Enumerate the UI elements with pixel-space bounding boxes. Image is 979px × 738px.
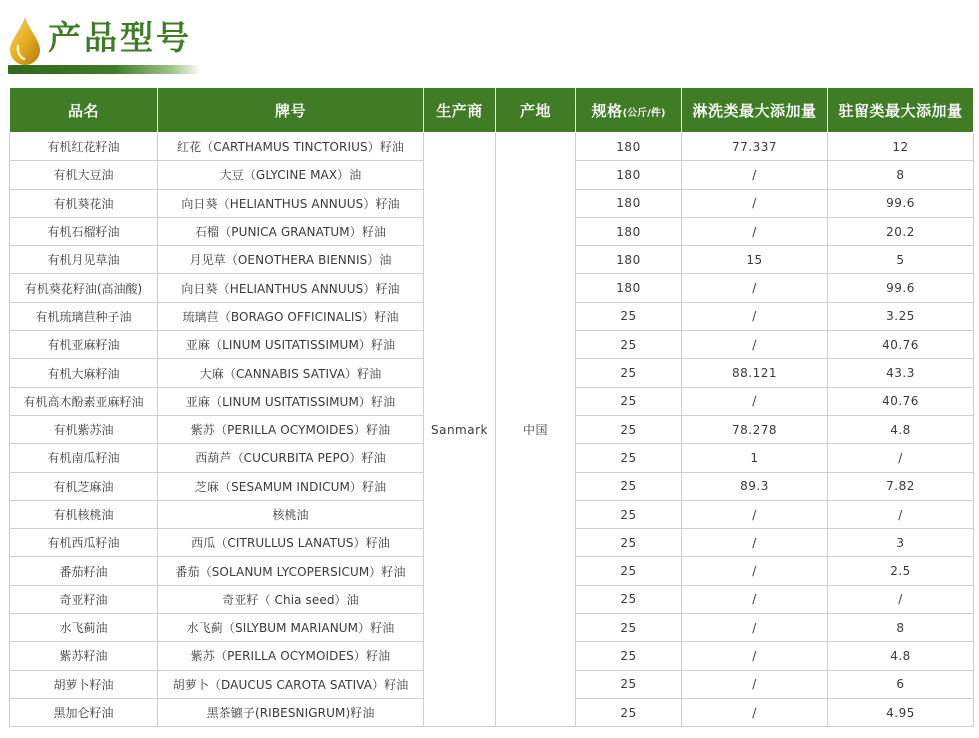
page-title: 产品型号 [48,18,192,57]
cell-rinse-max: 78.278 [682,415,828,443]
cell-leave-on-max: 8 [828,161,974,189]
cell-product-name: 有机石榴籽油 [10,217,158,245]
cell-brand: 西瓜（CITRULLUS LANATUS）籽油 [158,529,424,557]
cell-brand: 亚麻（LINUM USITATISSIMUM）籽油 [158,387,424,415]
cell-brand: 向日葵（HELIANTHUS ANNUUS）籽油 [158,189,424,217]
cell-spec: 25 [576,557,682,585]
cell-product-name: 有机亚麻籽油 [10,331,158,359]
cell-maker: Sanmark [424,133,496,727]
cell-leave-on-max: / [828,500,974,528]
cell-spec: 25 [576,472,682,500]
cell-leave-on-max: 4.8 [828,415,974,443]
cell-leave-on-max: 43.3 [828,359,974,387]
cell-brand: 石榴（PUNICA GRANATUM）籽油 [158,217,424,245]
cell-rinse-max: / [682,217,828,245]
cell-product-name: 有机高木酚素亚麻籽油 [10,387,158,415]
cell-brand: 番茄（SOLANUM LYCOPERSICUM）籽油 [158,557,424,585]
cell-product-name: 有机葵花油 [10,189,158,217]
header-spec-label: 规格 [591,101,623,120]
cell-spec: 25 [576,585,682,613]
cell-leave-on-max: 40.76 [828,331,974,359]
cell-rinse-max: / [682,189,828,217]
cell-product-name: 有机大豆油 [10,161,158,189]
cell-product-name: 有机葵花籽油(高油酸) [10,274,158,302]
cell-leave-on-max: 2.5 [828,557,974,585]
cell-rinse-max: 88.121 [682,359,828,387]
cell-brand: 琉璃苣（BORAGO OFFICINALIS）籽油 [158,302,424,330]
cell-spec: 25 [576,387,682,415]
cell-product-name: 胡萝卜籽油 [10,670,158,698]
cell-rinse-max: / [682,642,828,670]
cell-rinse-max: / [682,500,828,528]
cell-leave-on-max: 99.6 [828,274,974,302]
oil-drop-icon [8,16,42,66]
cell-leave-on-max: / [828,444,974,472]
header-leave-on-max: 驻留类最大添加量 [828,88,974,133]
cell-spec: 25 [576,642,682,670]
cell-rinse-max: / [682,302,828,330]
cell-rinse-max: / [682,670,828,698]
header-maker: 生产商 [424,88,496,133]
cell-product-name: 有机核桃油 [10,500,158,528]
cell-leave-on-max: 5 [828,246,974,274]
cell-rinse-max: / [682,387,828,415]
cell-rinse-max: / [682,585,828,613]
cell-rinse-max: / [682,529,828,557]
cell-spec: 25 [576,331,682,359]
cell-product-name: 有机琉璃苣种子油 [10,302,158,330]
cell-rinse-max: / [682,161,828,189]
cell-brand: 向日葵（HELIANTHUS ANNUUS）籽油 [158,274,424,302]
cell-spec: 25 [576,444,682,472]
cell-brand: 奇亚籽（ Chia seed）油 [158,585,424,613]
cell-brand: 大麻（CANNABIS SATIVA）籽油 [158,359,424,387]
cell-spec: 180 [576,161,682,189]
header-spec [576,88,682,133]
cell-product-name: 紫苏籽油 [10,642,158,670]
cell-rinse-max: / [682,557,828,585]
cell-product-name: 黑加仑籽油 [10,698,158,726]
cell-brand: 水飞蓟（SILYBUM MARIANUM）籽油 [158,614,424,642]
product-table [9,87,974,727]
cell-product-name: 有机西瓜籽油 [10,529,158,557]
cell-spec: 25 [576,500,682,528]
cell-leave-on-max: 4.95 [828,698,974,726]
cell-spec: 25 [576,359,682,387]
cell-brand: 核桃油 [158,500,424,528]
cell-spec: 180 [576,189,682,217]
cell-leave-on-max: 3.25 [828,302,974,330]
cell-brand: 芝麻（SESAMUM INDICUM）籽油 [158,472,424,500]
cell-rinse-max: 89.3 [682,472,828,500]
cell-spec: 180 [576,246,682,274]
cell-spec: 180 [576,133,682,161]
cell-brand: 红花（CARTHAMUS TINCTORIUS）籽油 [158,133,424,161]
cell-spec: 180 [576,274,682,302]
cell-product-name: 有机芝麻油 [10,472,158,500]
cell-brand: 西葫芦（CUCURBITA PEPO）籽油 [158,444,424,472]
cell-product-name: 番茄籽油 [10,557,158,585]
cell-leave-on-max: 99.6 [828,189,974,217]
cell-brand: 紫苏（PERILLA OCYMOIDES）籽油 [158,415,424,443]
cell-rinse-max: / [682,614,828,642]
cell-spec: 25 [576,302,682,330]
cell-leave-on-max: 40.76 [828,387,974,415]
table-header-row [10,88,974,133]
cell-brand: 月见草（OENOTHERA BIENNIS）油 [158,246,424,274]
cell-product-name: 有机紫苏油 [10,415,158,443]
section-heading [8,14,208,76]
cell-rinse-max: / [682,698,828,726]
header-brand: 牌号 [158,88,424,133]
cell-brand: 胡萝卜（DAUCUS CAROTA SATIVA）籽油 [158,670,424,698]
cell-leave-on-max: 7.82 [828,472,974,500]
cell-rinse-max: 1 [682,444,828,472]
cell-brand: 紫苏（PERILLA OCYMOIDES）籽油 [158,642,424,670]
cell-rinse-max: 77.337 [682,133,828,161]
cell-spec: 25 [576,415,682,443]
cell-rinse-max: / [682,274,828,302]
cell-leave-on-max: 8 [828,614,974,642]
header-origin: 产地 [496,88,576,133]
cell-product-name: 有机南瓜籽油 [10,444,158,472]
cell-leave-on-max: 4.8 [828,642,974,670]
header-spec-unit: (公斤/件) [622,107,666,119]
cell-rinse-max: / [682,331,828,359]
table-row [10,133,974,161]
title-underline [8,65,201,74]
cell-leave-on-max: 20.2 [828,217,974,245]
cell-product-name: 有机月见草油 [10,246,158,274]
cell-product-name: 有机红花籽油 [10,133,158,161]
cell-brand: 亚麻（LINUM USITATISSIMUM）籽油 [158,331,424,359]
cell-leave-on-max: 12 [828,133,974,161]
cell-rinse-max: 15 [682,246,828,274]
cell-spec: 180 [576,217,682,245]
cell-spec: 25 [576,698,682,726]
cell-leave-on-max: 3 [828,529,974,557]
cell-product-name: 水飞蓟油 [10,614,158,642]
cell-spec: 25 [576,614,682,642]
cell-leave-on-max: 6 [828,670,974,698]
cell-leave-on-max: / [828,585,974,613]
header-rinse-max: 淋洗类最大添加量 [682,88,828,133]
cell-spec: 25 [576,529,682,557]
cell-origin: 中国 [496,133,576,727]
cell-brand: 大豆（GLYCINE MAX）油 [158,161,424,189]
cell-product-name: 奇亚籽油 [10,585,158,613]
cell-brand: 黑茶镳子(RIBESNIGRUM)籽油 [158,698,424,726]
cell-spec: 25 [576,670,682,698]
header-name: 品名 [10,88,158,133]
cell-product-name: 有机大麻籽油 [10,359,158,387]
